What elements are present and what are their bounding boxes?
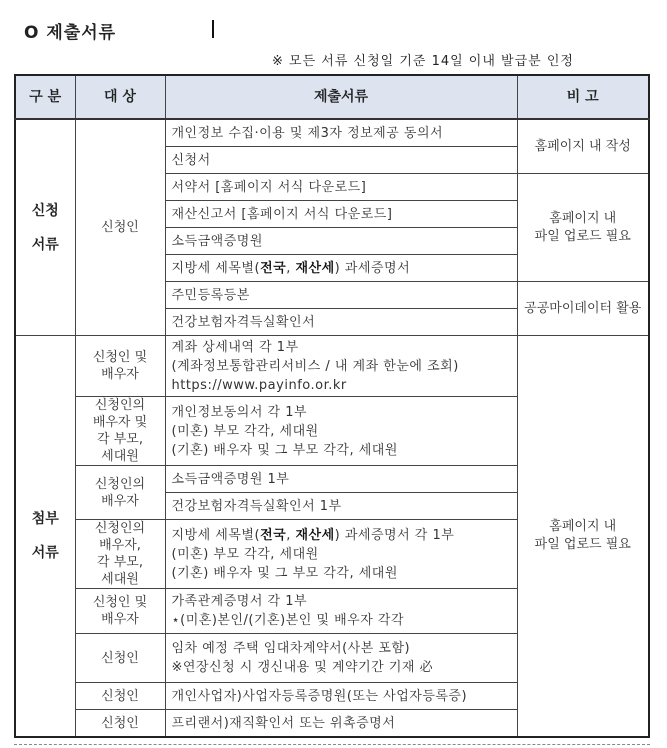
- category-application: 신청 서류: [15, 119, 75, 336]
- local-tax-bold-property: 재산세: [295, 260, 335, 276]
- doc-account-statement: 계좌 상세내역 각 1부 (계좌정보통합관리서비스 / 내 계좌 한눈에 조회) https://www.payinfo.or.kr: [165, 336, 517, 397]
- target-applicant-business: 신청인: [75, 683, 165, 710]
- doc-spouse-income: 소득금액증명원 1부: [165, 466, 517, 493]
- local-tax-each-bold-property: 재산세: [295, 527, 335, 543]
- local-tax-each-prefix: 지방세 세목별(: [171, 527, 261, 543]
- doc-local-tax-each: [165, 520, 517, 589]
- doc-spouse-health-insurance: 건강보험자격득실확인서 1부: [165, 493, 517, 520]
- local-tax-sep: ,: [286, 260, 296, 276]
- doc-health-insurance: 건강보험자격득실확인서: [165, 309, 517, 336]
- doc-resident-registration: 주민등록등본: [165, 282, 517, 309]
- remark-public-mydata: 공공마이데이터 활용: [517, 282, 649, 336]
- doc-family-relation: 가족관계증명서 각 1부 ⋆(미혼)본인/(기혼)본인 및 배우자 각각: [165, 589, 517, 634]
- target-applicant-freelancer: 신청인: [75, 710, 165, 738]
- target-spouse-parents-household: 신청인의 배우자, 각 부모, 세대원: [75, 520, 165, 589]
- target-applicant: 신청인: [75, 119, 165, 336]
- text-cursor: [212, 20, 214, 38]
- header-target: 대 상: [75, 75, 165, 119]
- documents-table: [14, 74, 650, 738]
- table-row: [15, 119, 649, 147]
- target-applicant-spouse-family: 신청인 및 배우자: [75, 589, 165, 634]
- remark-attached-upload: 홈페이지 내 파일 업로드 필요: [517, 336, 649, 738]
- doc-privacy-consent: 개인정보 수집·이용 및 제3자 정보제공 동의서: [165, 119, 517, 147]
- doc-privacy-agreement: 개인정보동의서 각 1부 (미혼) 부모 각각, 세대원 (기혼) 배우자 및 그 부모 각각, 세대원: [165, 397, 517, 466]
- doc-lease-contract: 임차 예정 주택 임대차계약서(사본 포함) ※연장신청 시 갱신내용 및 계약기간 기재 必: [165, 634, 517, 683]
- local-tax-bold-nationwide: 전국: [260, 260, 287, 276]
- remark-upload-required: 홈페이지 내 파일 업로드 필요: [517, 174, 649, 282]
- table-row: [15, 336, 649, 397]
- local-tax-prefix: 지방세 세목별(: [171, 260, 261, 276]
- target-applicant-spouse: 신청인 및 배우자: [75, 336, 165, 397]
- target-spouse-parents: 신청인의 배우자 및 각 부모, 세대원: [75, 397, 165, 466]
- table-header-row: [15, 75, 649, 119]
- local-tax-each-suffix: ) 과세증명서 각 1부: [334, 527, 455, 543]
- doc-local-tax-certificate: [165, 255, 517, 282]
- doc-application-form: 신청서: [165, 147, 517, 174]
- page-title: O 제출서류: [24, 23, 117, 43]
- target-applicant-lease: 신청인: [75, 634, 165, 683]
- doc-income-certificate: 소득금액증명원: [165, 228, 517, 255]
- doc-freelancer-certificate: 프리랜서)재직확인서 또는 위촉증명서: [165, 710, 517, 738]
- local-tax-each-bold-nationwide: 전국: [260, 527, 287, 543]
- doc-property-report: 재산신고서 [홈페이지 서식 다운로드]: [165, 201, 517, 228]
- local-tax-suffix: ) 과세증명서: [334, 260, 411, 276]
- category-attached: 첨부 서류: [15, 336, 75, 738]
- doc-pledge: 서약서 [홈페이지 서식 다운로드]: [165, 174, 517, 201]
- local-tax-each-details: (미혼) 부모 각각, 세대원 (기혼) 배우자 및 그 부모 각각, 세대원: [171, 546, 398, 581]
- issuance-note: ※ 모든 서류 신청일 기준 14일 이내 발급분 인정: [272, 54, 574, 69]
- header-documents: 제출서류: [165, 75, 517, 119]
- header-remarks: 비 고: [517, 75, 649, 119]
- target-spouse: 신청인의 배우자: [75, 466, 165, 520]
- remark-write-online: 홈페이지 내 작성: [517, 119, 649, 174]
- doc-business-registration: 개인사업자)사업자등록증명원(또는 사업자등록증): [165, 683, 517, 710]
- page-bottom-divider: [14, 744, 650, 745]
- header-category: 구 분: [15, 75, 75, 119]
- local-tax-each-sep: ,: [286, 527, 296, 543]
